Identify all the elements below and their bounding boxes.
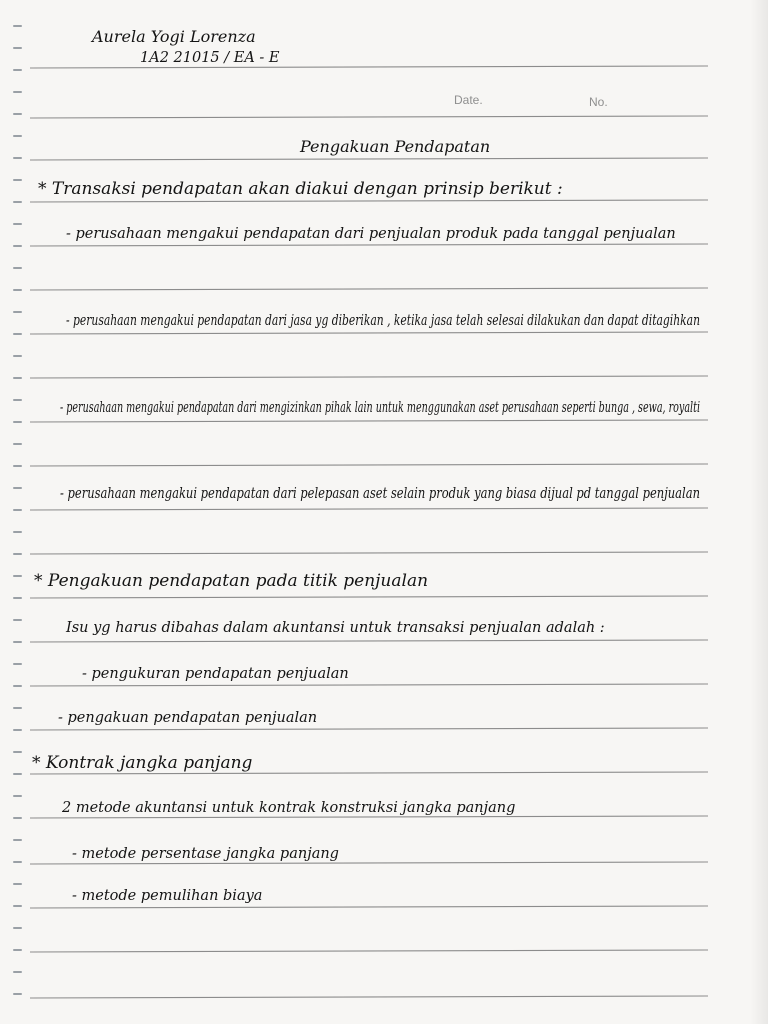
date-label: Date. [454, 93, 483, 107]
ruled-line [30, 420, 708, 422]
ruled-line [30, 158, 708, 160]
ruled-line [30, 288, 708, 290]
ruled-line [30, 996, 708, 998]
bullet-line [60, 486, 700, 502]
bullet-text: - perusahaan mengakui pendapatan dari penjualan produk pada tanggal penjualan [66, 226, 676, 242]
bullet-text: - perusahaan mengakui pendapatan dari pelepasan aset selain produk yang biasa dijual pd tanggal penjualan [60, 486, 700, 502]
ruled-line [30, 244, 708, 246]
section-intro: Isu yg harus dibahas dalam akuntansi untuk transaksi penjualan adalah : [66, 620, 605, 636]
ruled-line [30, 376, 708, 378]
spiral-binding [14, 26, 21, 994]
bullet-line [66, 313, 700, 329]
ruled-line [30, 640, 708, 642]
ruled-line [30, 862, 708, 864]
ruled-line [30, 116, 708, 118]
bullet-line: - metode persentase jangka panjang [72, 846, 339, 862]
section-heading: * Transaksi pendapatan akan diakui dengan prinsip berikut : [38, 179, 563, 199]
bullet-line [66, 226, 676, 242]
ruled-line [30, 66, 708, 68]
ruled-line [30, 464, 708, 466]
section-heading: * Pengakuan pendapatan pada titik penjualan [34, 571, 429, 591]
ruled-line [30, 332, 708, 334]
section-heading: * Kontrak jangka panjang [32, 753, 253, 773]
bullet-text: - perusahaan mengakui pendapatan dari mengizinkan pihak lain untuk menggunakan aset perusahaan seperti bunga , sewa, royalti [60, 400, 700, 416]
ruled-line [30, 200, 708, 202]
section-intro: 2 metode akuntansi untuk kontrak konstruksi jangka panjang [62, 800, 516, 816]
ruled-line [30, 728, 708, 730]
ruled-line [30, 950, 708, 952]
ruled-line [30, 906, 708, 908]
ruled-line [30, 816, 708, 818]
ruled-line [30, 684, 708, 686]
student-name: Aurela Yogi Lorenza [92, 27, 256, 46]
student-id-class: 1A2 21015 / EA - E [140, 50, 280, 66]
bullet-line [60, 400, 700, 416]
note-title: Pengakuan Pendapatan [300, 137, 491, 156]
ruled-line [30, 508, 708, 510]
bullet-line: - metode pemulihan biaya [72, 888, 263, 904]
bullet-line: - pengakuan pendapatan penjualan [58, 710, 318, 726]
ruled-line [30, 552, 708, 554]
bullet-text: - perusahaan mengakui pendapatan dari jasa yg diberikan , ketika jasa telah selesai dilakukan dan dapat ditagihkan [66, 313, 700, 329]
bullet-line: - pengukuran pendapatan penjualan [82, 666, 349, 682]
number-label: No. [589, 95, 608, 109]
ruled-line [30, 596, 708, 598]
